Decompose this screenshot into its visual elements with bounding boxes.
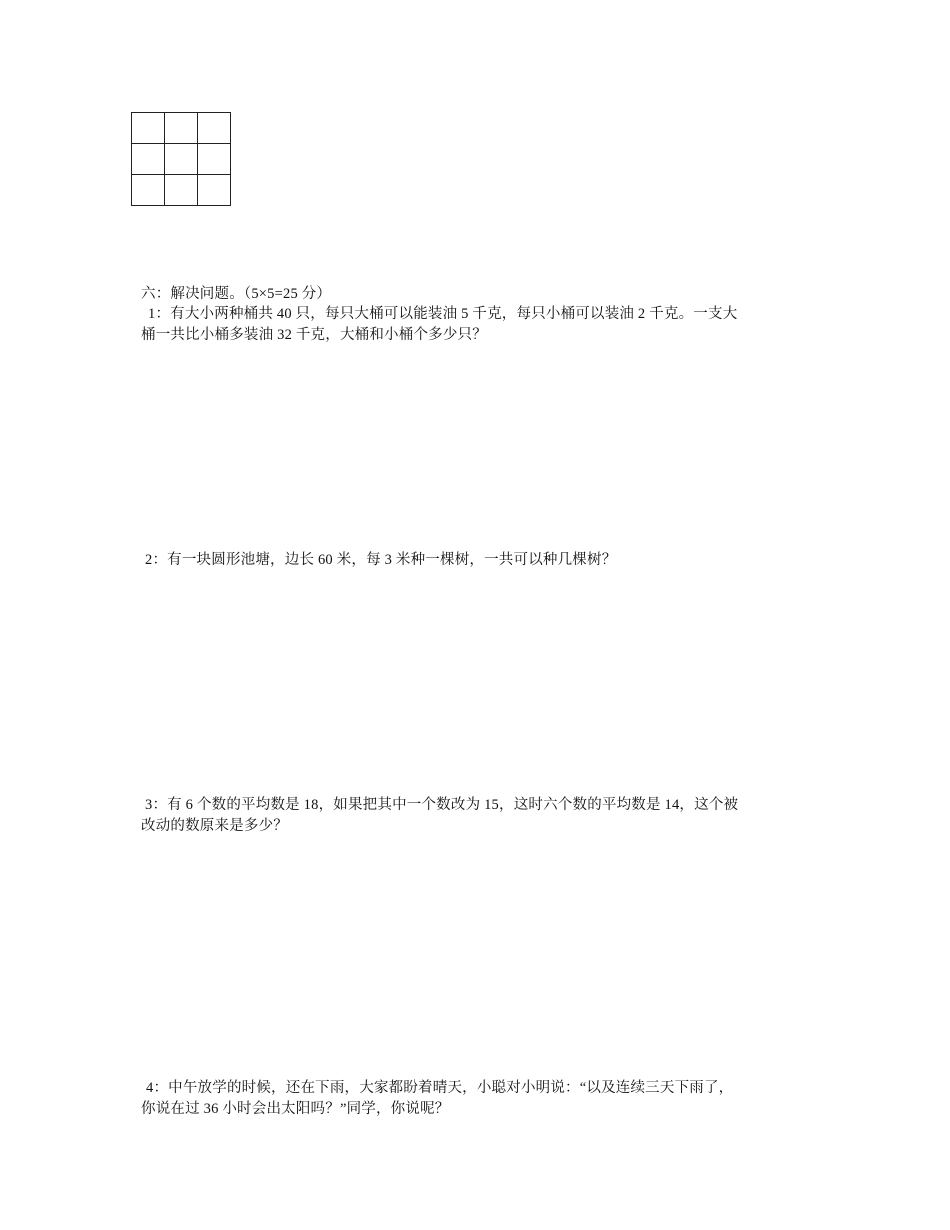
answer-grid-3x3 <box>131 112 231 206</box>
grid-cell <box>165 144 198 175</box>
question-4-line-2: 你说在过 36 小时会出太阳吗？”同学，你说呢？ <box>141 1101 450 1117</box>
grid-cell <box>132 113 165 144</box>
grid-cell <box>165 175 198 206</box>
grid-row <box>132 144 231 175</box>
grid-row <box>132 113 231 144</box>
grid-cell <box>198 144 231 175</box>
question-1-line-2: 桶一共比小桶多装油 32 千克，大桶和小桶个多少只？ <box>141 327 487 343</box>
question-2-line-1: 2：有一块圆形池塘，边长 60 米，每 3 米种一棵树，一共可以种几棵树？ <box>145 552 617 568</box>
grid-cell <box>132 144 165 175</box>
section-title: 六：解决问题。（5×5=25 分） <box>141 286 332 302</box>
grid-cell <box>198 175 231 206</box>
grid-cell <box>132 175 165 206</box>
grid-cell <box>165 113 198 144</box>
grid-row <box>132 175 231 206</box>
grid-cell <box>198 113 231 144</box>
question-1-line-1: 1：有大小两种桶共 40 只，每只大桶可以能装油 5 千克，每只小桶可以装油 2 千克。一支大 <box>148 306 738 322</box>
question-3-line-2: 改动的数原来是多少？ <box>141 818 288 834</box>
question-3-line-1: 3：有 6 个数的平均数是 18，如果把其中一个数改为 15，这时六个数的平均数是 14，这个被 <box>145 797 739 813</box>
question-4-line-1: 4：中午放学的时候，还在下雨，大家都盼着晴天，小聪对小明说：“以及连续三天下雨了， <box>146 1080 734 1096</box>
